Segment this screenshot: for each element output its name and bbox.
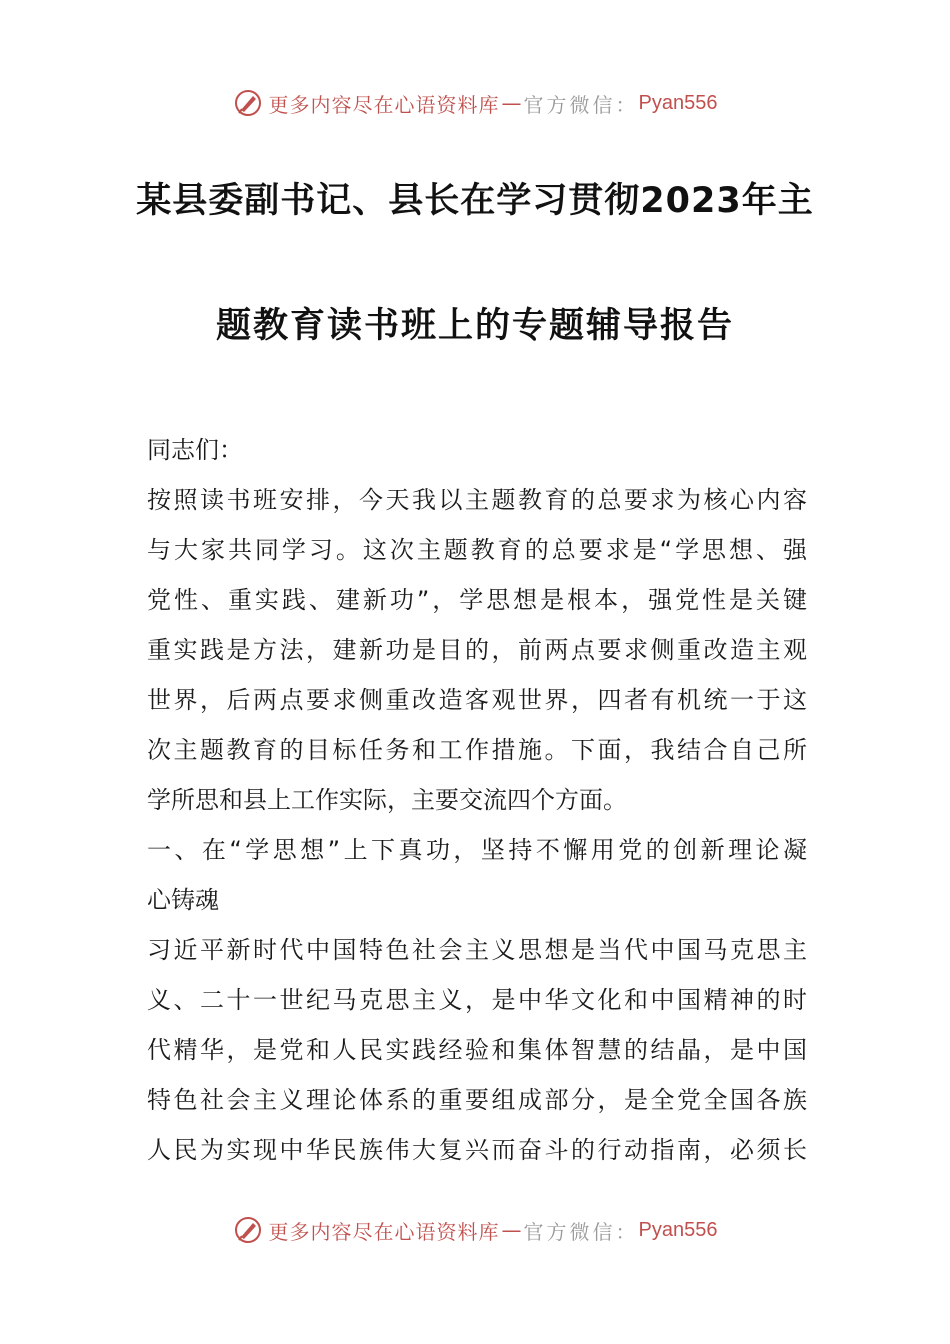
body-line: 世界，后两点要求侧重改造客观世界，四者有机统一于这 — [147, 686, 807, 714]
watermark-text: 更多内容尽在心语资料库 — [268, 1219, 500, 1244]
body-line: 义、二十一世纪马克思主义，是中华文化和中国精神的时 — [147, 986, 807, 1014]
body-line: 党性、重实践、建新功”，学思想是根本，强党性是关键 — [147, 586, 807, 614]
body-line: 学所思和县上工作实际，主要交流四个方面。 — [147, 786, 627, 814]
body-line: 习近平新时代中国特色社会主义思想是当代中国马克思主 — [147, 936, 807, 964]
watermark-header — [0, 83, 950, 123]
body-line: 次主题教育的目标任务和工作措施。下面，我结合自己所 — [147, 736, 807, 764]
watermark-text: 更多内容尽在心语资料库 — [268, 92, 500, 117]
body-line: 按照读书班安排，今天我以主题教育的总要求为核心内容 — [147, 486, 807, 514]
body-line: 人民为实现中华民族伟大复兴而奋斗的行动指南，必须长 — [147, 1136, 807, 1164]
body-line: 重实践是方法，建新功是目的，前两点要求侧重改造主观 — [147, 636, 807, 664]
watermark-dash: — — [501, 91, 522, 115]
watermark-footer — [0, 1210, 950, 1250]
quill-logo-icon — [233, 1215, 263, 1245]
document-title-line-2: 题教育读书班上的专题辅导报告 — [215, 306, 734, 346]
watermark-wechat-id: Pyan556 — [638, 91, 718, 114]
body-line: 与大家共同学习。这次主题教育的总要求是“学思想、强 — [147, 536, 807, 564]
body-line: 特色社会主义理论体系的重要组成部分，是全党全国各族 — [147, 1086, 807, 1114]
section-heading-line: 一、在“学思想”上下真功，坚持不懈用党的创新理论凝 — [147, 836, 807, 864]
watermark-dash: — — [501, 1218, 522, 1242]
document-title-line-1: 某县委副书记、县长在学习贯彻2023年主 — [136, 181, 814, 221]
body-line: 代精华，是党和人民实践经验和集体智慧的结晶，是中国 — [147, 1036, 807, 1064]
section-heading-line: 心铸魂 — [147, 886, 219, 914]
body-line: 同志们： — [147, 436, 243, 464]
quill-logo-icon — [233, 88, 263, 118]
watermark-wechat-id: Pyan556 — [638, 1218, 718, 1241]
watermark-wechat-label: 官方微信： — [523, 92, 639, 117]
watermark-wechat-label: 官方微信： — [523, 1219, 639, 1244]
